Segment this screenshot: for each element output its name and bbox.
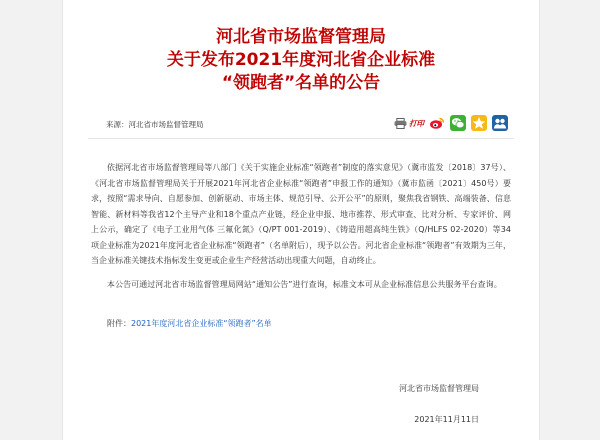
title-line-1: 河北省市场监督管理局: [216, 27, 386, 47]
title-line-3: “领跑者”名单的公告: [221, 73, 381, 93]
document-title: [63, 26, 539, 95]
qzone-icon[interactable]: [471, 115, 487, 131]
wechat-icon[interactable]: [450, 115, 466, 131]
body-paragraph-1: 依据河北省市场监督管理局等八部门《关于实施企业标准“领跑者”制度的落实意见》（冀市监发〔2018〕37号）、《河北省市场监督管理局关于开展2021年河北省企业标准“领跑者”申报工作的通知》（冀市监函〔2021〕450号）要求，按照“需求导向、自愿参加、创新驱动、市场主体、规范引导、公开公平”的原则，聚焦我省钢铁、高端装备、信息智能、新材料等我省12个主导产业和18个重点产业链，经企业申报、地市推荐、形式审查、比对分析、专家评价、网上公示，确定了《电子工业用气体 三氟化氮》（Q/PT 001-2019）、《铸造用超高纯生铁》（Q/HLFS 02-2020）等34项企业标准为2021年度河北省企业标准“领跑者”（名单附后），现予以公告。河北省企业标准“领跑者”有效期为三年，当企业标准关键技术指标发生变更或企业生产经营活动出现重大问题，自动终止。: [91, 163, 511, 265]
signature-date: 2021年11月11日: [414, 415, 479, 424]
weibo-icon[interactable]: [429, 115, 445, 131]
signature-org: 河北省市场监督管理局: [399, 384, 479, 393]
document-page: [62, 0, 540, 440]
source-label: 来源：河北省市场监督管理局: [106, 120, 204, 129]
attachment: [107, 318, 272, 329]
printer-icon: [394, 118, 407, 129]
meta-bar: [88, 112, 514, 139]
share-toolbar: [394, 115, 508, 131]
body-paragraph-2: 本公告可通过河北省市场监督管理局网站“通知公告”进行查询，标准文本可从企业标准信息公共服务平台查询。: [107, 279, 502, 289]
attachment-link[interactable]: 2021年度河北省企业标准“领跑者”名单: [131, 319, 272, 328]
print-label: 打印: [409, 118, 424, 128]
attachment-label: 附件：: [107, 319, 131, 328]
renren-icon[interactable]: [492, 115, 508, 131]
signature-block: [399, 383, 479, 425]
print-button[interactable]: [394, 118, 424, 129]
title-line-2: 关于发布2021年度河北省企业标准: [166, 50, 436, 70]
document-body: [91, 160, 511, 292]
